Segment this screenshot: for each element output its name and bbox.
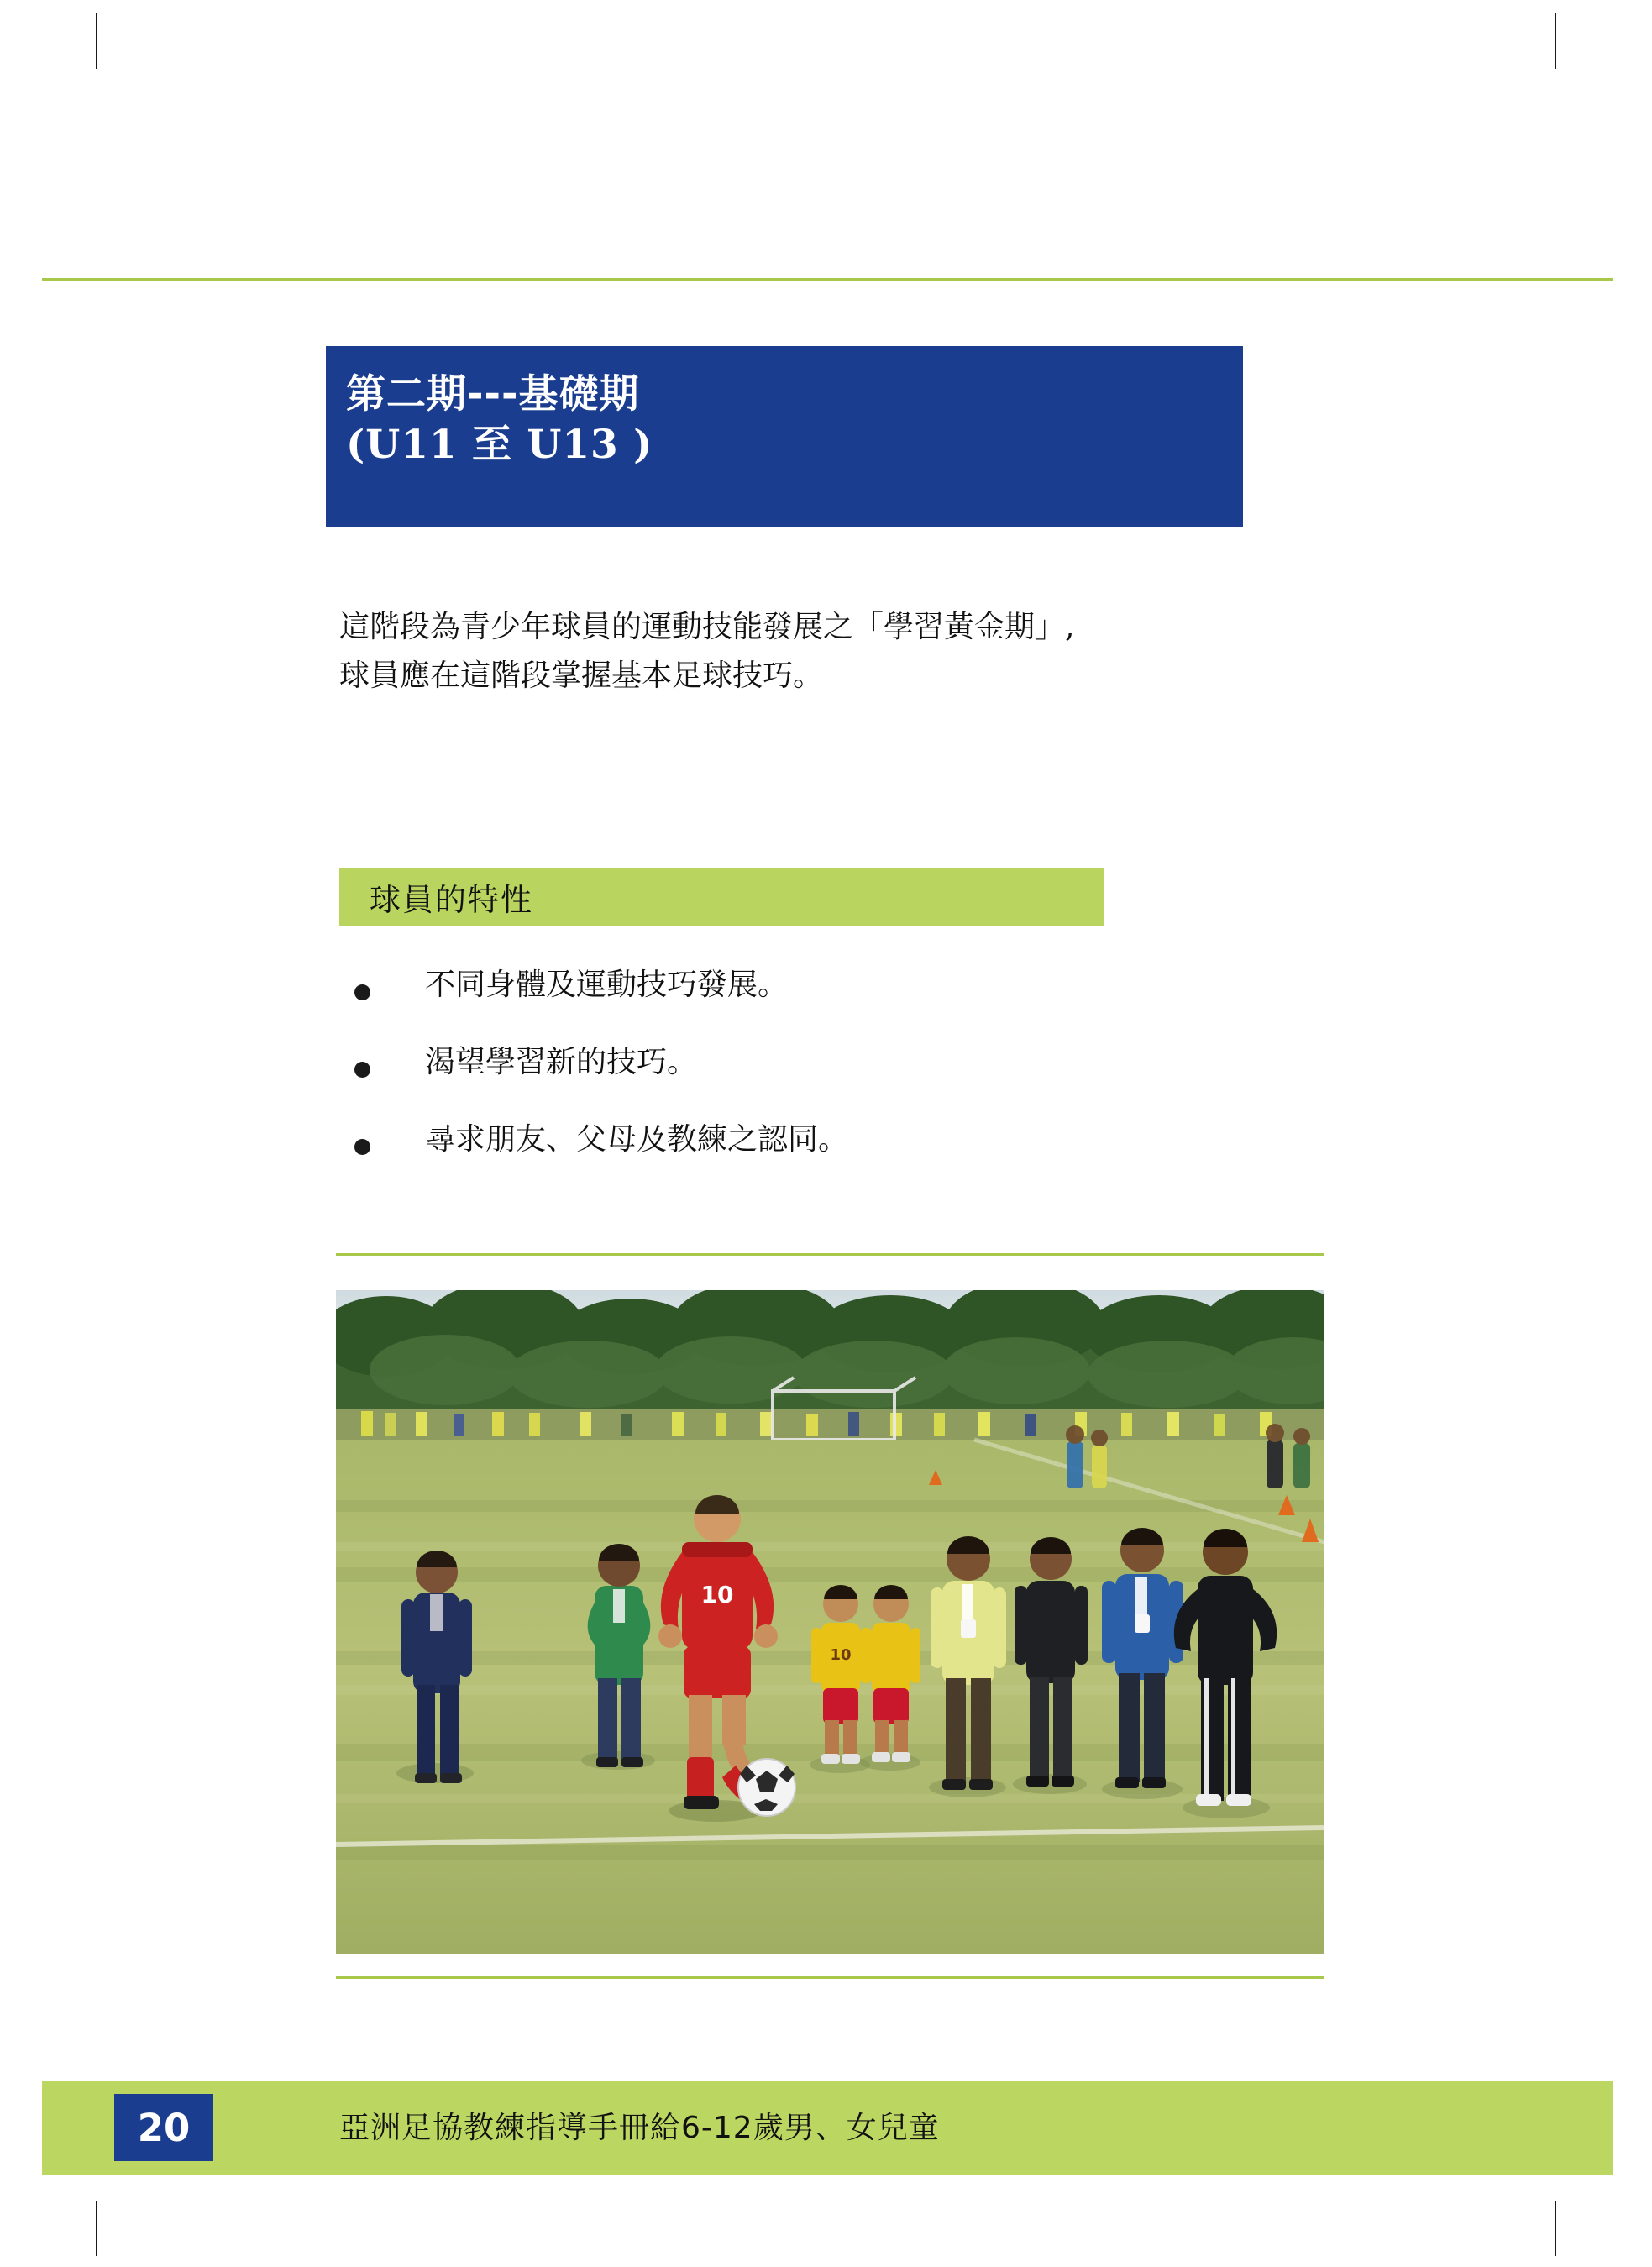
list-item-label: 渴望學習新的技巧。 [425, 1045, 698, 1079]
footer-underline [42, 2184, 1613, 2186]
section-heading-bar [339, 868, 1104, 926]
list-item [339, 958, 1347, 1035]
intro-line-1: 這階段為青少年球員的運動技能發展之「學習黃金期」, [339, 610, 1075, 644]
svg-text:10: 10 [700, 1581, 734, 1608]
crop-mark-top-left [96, 13, 97, 69]
bullet-dot-icon [354, 1062, 370, 1078]
title-line-2: (U11 至 U13 ) [346, 422, 653, 469]
photo-football-training [336, 1290, 1324, 1954]
svg-text:10: 10 [830, 1646, 852, 1664]
footer-title: 亞洲足協教練指導手冊給6-12歲男、女兒童 [339, 2111, 940, 2145]
page-number-label: 20 [137, 2105, 191, 2150]
photo-bottom-rule [336, 1976, 1324, 1979]
list-item [339, 1112, 1347, 1189]
bullet-dot-icon [354, 984, 370, 1000]
bullet-dot-icon [354, 1139, 370, 1155]
photo-top-rule [336, 1253, 1324, 1256]
photo-illustration [336, 1290, 1324, 1954]
crop-mark-top-right [1555, 13, 1556, 69]
intro-paragraph [339, 603, 1305, 701]
bullet-list [339, 958, 1347, 1189]
section-heading-label: 球員的特性 [370, 882, 533, 918]
top-divider-rule [42, 278, 1613, 281]
intro-line-2: 球員應在這階段掌握基本足球技巧。 [339, 659, 824, 694]
crop-mark-bottom-left [96, 2201, 97, 2256]
list-item-label: 不同身體及運動技巧發展。 [425, 968, 789, 1002]
list-item-label: 尋求朋友、父母及教練之認同。 [425, 1122, 849, 1157]
title-banner [326, 346, 1243, 527]
page-number-badge [114, 2094, 213, 2161]
title-line-1: 第二期---基礎期 [346, 371, 640, 417]
crop-mark-bottom-right [1555, 2201, 1556, 2256]
list-item [339, 1035, 1347, 1112]
